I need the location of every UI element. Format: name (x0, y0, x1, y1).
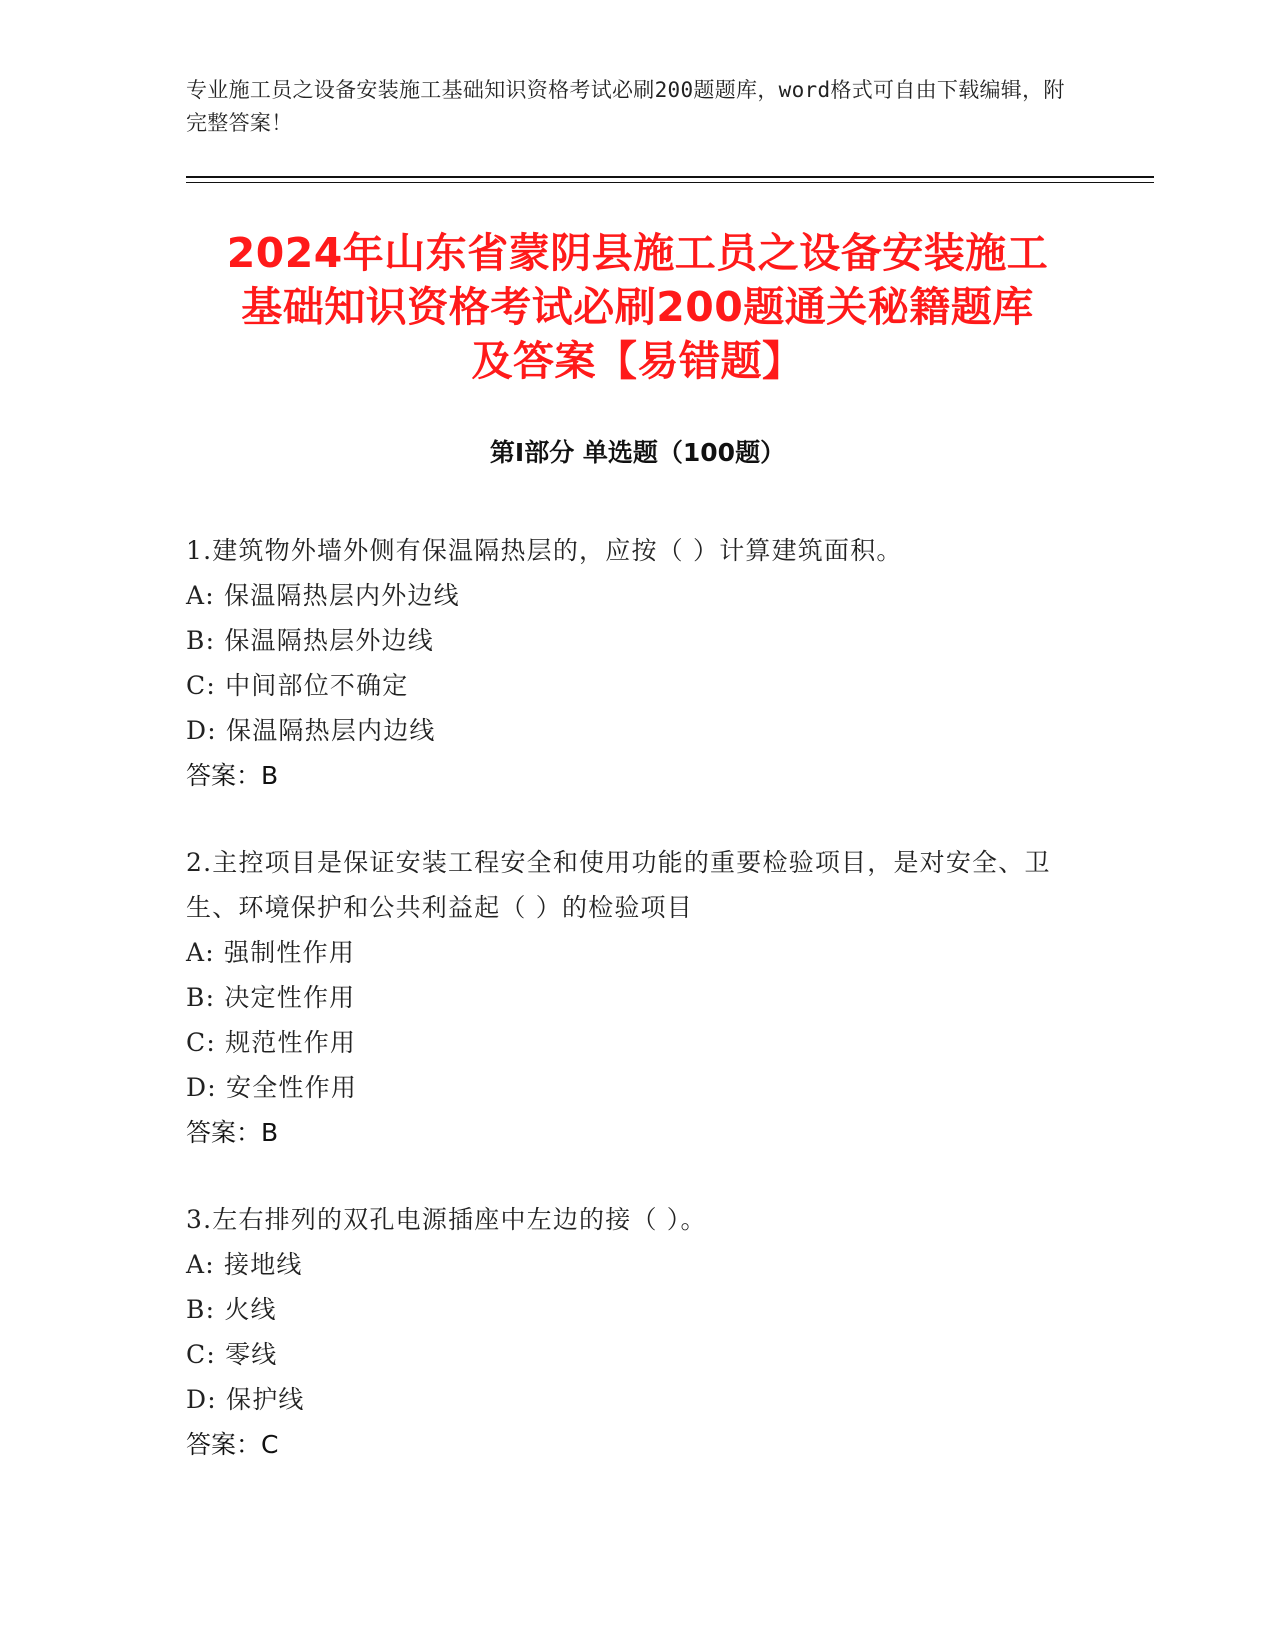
option-c: C: 规范性作用 (186, 1028, 357, 1057)
header-divider-thick (186, 176, 1154, 178)
question-stem: 3.左右排列的双孔电源插座中左边的接（ ）。 (186, 1205, 707, 1234)
option-b: B: 保温隔热层外边线 (186, 626, 434, 655)
title-line-2: 基础知识资格考试必刷200题通关秘籍题库 (241, 283, 1034, 331)
question-stem: 2.主控项目是保证安装工程安全和使用功能的重要检验项目，是对安全、卫生、环境保护和公共利益起（ ）的检验项目 (186, 848, 1051, 922)
option-d: D: 保护线 (186, 1385, 305, 1414)
header-note: 专业施工员之设备安装施工基础知识资格考试必刷200题题库，word格式可自由下载编辑，附完整答案！ (186, 78, 1065, 135)
question-stem: 1.建筑物外墙外侧有保温隔热层的，应按（ ）计算建筑面积。 (186, 536, 903, 565)
option-a: A: 接地线 (186, 1250, 303, 1279)
option-d: D: 安全性作用 (186, 1073, 358, 1102)
header-divider-thin (186, 182, 1154, 183)
option-c: C: 零线 (186, 1340, 278, 1369)
answer: 答案：B (186, 1118, 279, 1147)
option-a: A: 强制性作用 (186, 938, 356, 967)
option-d: D: 保温隔热层内边线 (186, 716, 436, 745)
question-3 (186, 1197, 1066, 1467)
document-title (150, 226, 1125, 388)
title-line-1: 2024年山东省蒙阴县施工员之设备安装施工 (226, 229, 1049, 277)
question-2 (186, 840, 1066, 1155)
answer: 答案：B (186, 761, 279, 790)
section-heading: 第Ⅰ部分 单选题（100题） (489, 438, 786, 467)
option-c: C: 中间部位不确定 (186, 671, 409, 700)
option-a: A: 保温隔热层内外边线 (186, 581, 460, 610)
answer: 答案：C (186, 1430, 279, 1459)
title-line-3: 及答案【易错题】 (471, 337, 804, 385)
question-1 (186, 528, 1066, 798)
option-b: B: 决定性作用 (186, 983, 356, 1012)
question-list (186, 528, 1066, 1509)
option-b: B: 火线 (186, 1295, 277, 1324)
